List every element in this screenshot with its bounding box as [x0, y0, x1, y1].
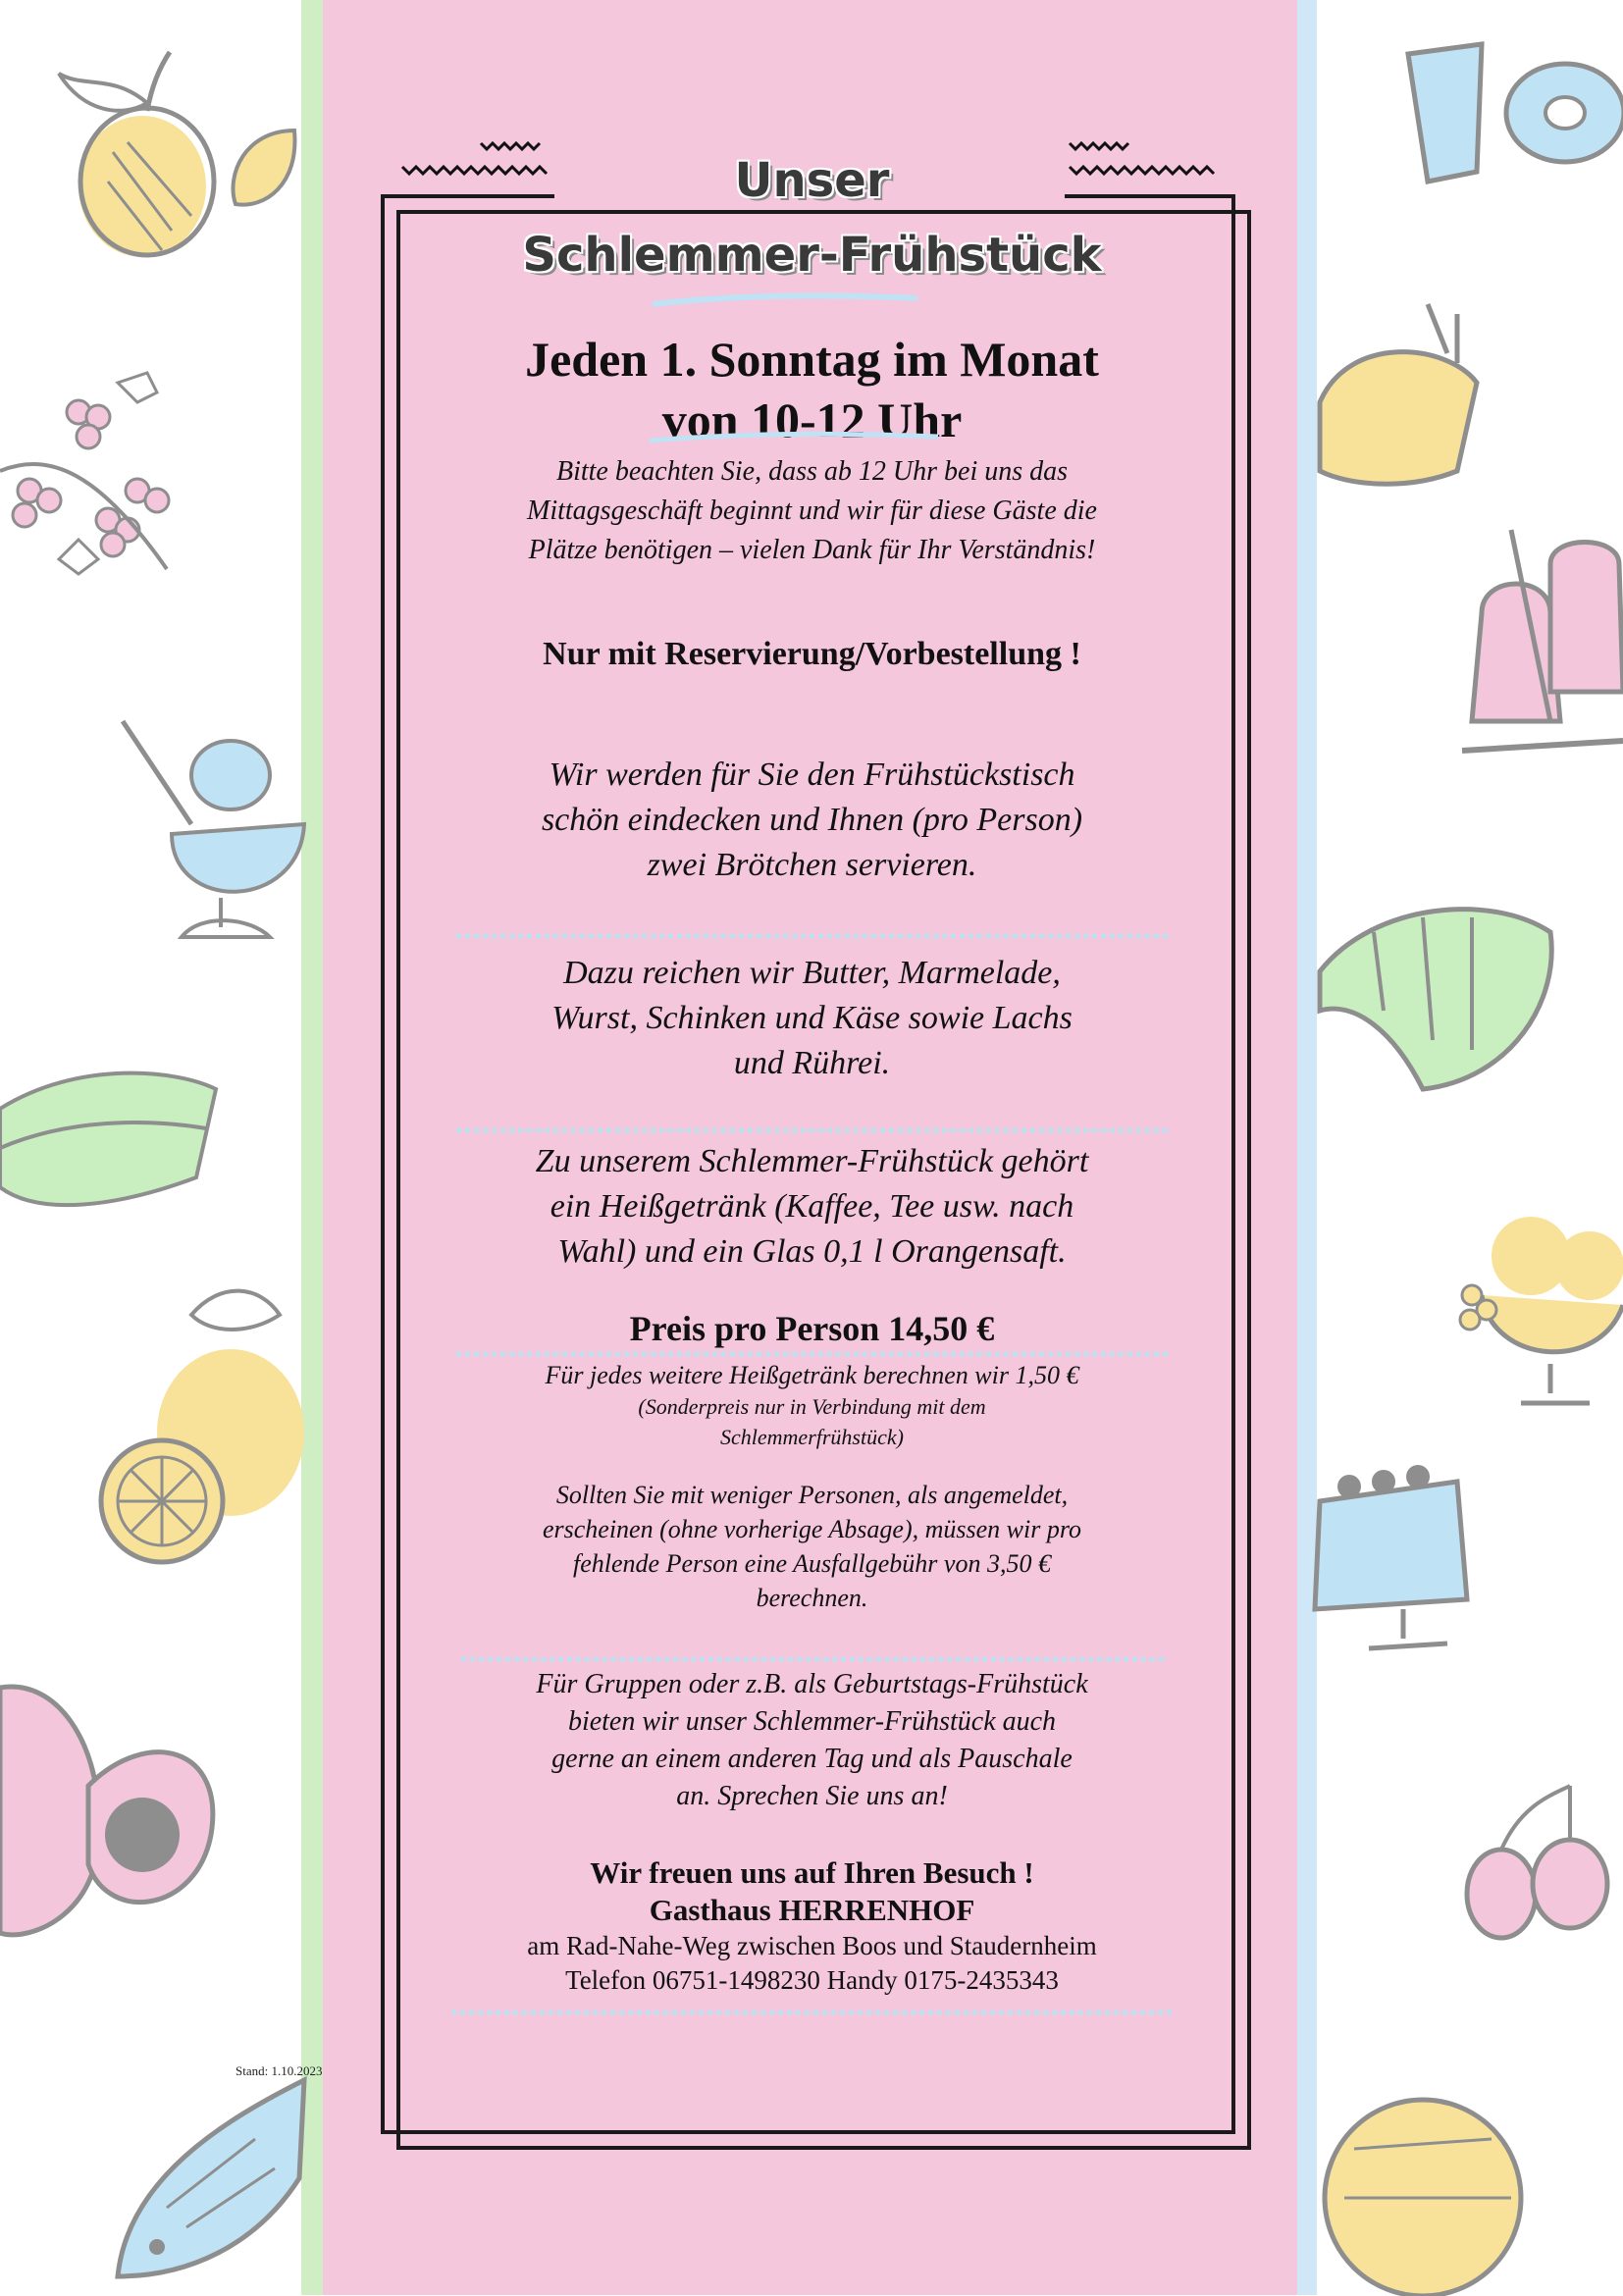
special-price-note: (Sonderpreis nur in Verbindung mit dem — [638, 1394, 986, 1419]
group-offer — [432, 1666, 1192, 1815]
lemon-slice-icon — [226, 126, 304, 214]
phone-numbers: Telefon 06751-1498230 Handy 0175-2435343 — [565, 1965, 1059, 1995]
roast-chicken-icon — [1310, 294, 1487, 520]
lemon-icon — [83, 1276, 309, 1580]
footer-contact — [432, 1854, 1192, 1998]
title-underline-swash — [648, 290, 922, 315]
cake-icon — [1310, 1433, 1487, 1658]
fruit-bowl-icon — [1452, 1197, 1623, 1413]
paragraph-line: zwei Brötchen servieren. — [647, 847, 977, 883]
paragraph-line: Zu unserem Schlemmer-Frühstück gehört — [535, 1143, 1089, 1179]
notice-line: Plätze benötigen – vielen Dank für Ihr Verständnis! — [528, 535, 1096, 565]
main-content — [432, 329, 1192, 2015]
paragraph-spreads — [432, 951, 1192, 1086]
dotted-divider — [459, 1656, 1166, 1662]
reservation-notice: Nur mit Reservierung/Vorbestellung ! — [543, 636, 1081, 672]
page-heading — [432, 149, 1192, 283]
price-per-person: Preis pro Person 14,50 € — [629, 1309, 995, 1348]
heading-unser: Unser — [734, 153, 890, 208]
stand-date: Stand: 1.10.2023 — [236, 2063, 323, 2078]
paragraph-line: schön eindecken und Ihnen (pro Person) — [541, 802, 1083, 838]
ice-cream-icon — [113, 716, 309, 952]
dotted-divider — [454, 1127, 1171, 1133]
paragraph-drinks — [432, 1139, 1192, 1275]
group-line: bieten wir unser Schlemmer-Frühstück auch — [567, 1706, 1057, 1737]
restaurant-location: am Rad-Nahe-Weg zwischen Boos und Staudernheim — [527, 1931, 1097, 1960]
welcome-text: Wir freuen uns auf Ihren Besuch ! — [590, 1855, 1034, 1890]
coffee-donut-icon — [1398, 25, 1623, 201]
cherries-icon — [1442, 1766, 1623, 1962]
paragraph-line: und Rührei. — [733, 1045, 891, 1081]
fish-icon — [108, 2061, 314, 2296]
restaurant-name: Gasthaus HERRENHOF — [649, 1893, 975, 1927]
cheese-icon — [1315, 2080, 1511, 2296]
paragraph-line: Wir werden für Sie den Frühstückstisch — [549, 757, 1075, 793]
avocado-icon — [0, 1668, 226, 1953]
schedule-underline — [648, 431, 942, 449]
group-line: an. Sprechen Sie uns an! — [676, 1781, 948, 1811]
salt-pepper-icon — [1452, 525, 1623, 790]
group-line: gerne an einem anderen Tag und als Pauschale — [551, 1744, 1073, 1774]
paragraph-line: ein Heißgetränk (Kaffee, Tee usw. nach — [550, 1188, 1074, 1225]
dotted-divider — [454, 1351, 1171, 1357]
cancellation-line: fehlende Person eine Ausfallgebühr von 3,50 € — [573, 1549, 1051, 1578]
schedule-line2: von 10-12 Uhr — [661, 392, 963, 447]
extra-drink-price: Für jedes weitere Heißgetränk berechnen wir 1,50 € — [545, 1361, 1079, 1389]
apple-icon — [54, 44, 250, 270]
dotted-divider — [449, 2009, 1176, 2015]
group-line: Für Gruppen oder z.B. als Geburtstags-Frühstück — [536, 1669, 1088, 1699]
grapes-icon — [0, 363, 196, 599]
cancellation-line: erscheinen (ohne vorherige Absage), müssen wir pro — [542, 1515, 1082, 1543]
cancellation-line: berechnen. — [756, 1584, 868, 1612]
schedule-line1: Jeden 1. Sonntag im Monat — [525, 332, 1099, 387]
paragraph-line: Wurst, Schinken und Käse sowie Lachs — [551, 1000, 1073, 1036]
notice-line: Bitte beachten Sie, dass ab 12 Uhr bei uns das — [555, 456, 1069, 487]
left-green-strip — [301, 0, 323, 2295]
paragraph-line: Dazu reichen wir Butter, Marmelade, — [563, 955, 1061, 991]
dotted-divider — [454, 933, 1171, 939]
heading-title: Schlemmer-Frühstück — [522, 228, 1102, 283]
sandwich-icon — [0, 1040, 226, 1226]
croissant-icon — [1315, 883, 1580, 1109]
cancellation-policy — [432, 1478, 1192, 1615]
paragraph-line: Wahl) und ein Glas 0,1 l Orangensaft. — [557, 1233, 1067, 1270]
cancellation-line: Sollten Sie mit weniger Personen, als angemeldet, — [555, 1481, 1069, 1509]
notice-line: Mittagsgeschäft beginnt und wir für diese Gäste die — [527, 496, 1097, 526]
paragraph-table-setting — [432, 753, 1192, 888]
special-price-note: Schlemmerfrühstück) — [720, 1425, 904, 1449]
notice-text — [432, 452, 1192, 570]
